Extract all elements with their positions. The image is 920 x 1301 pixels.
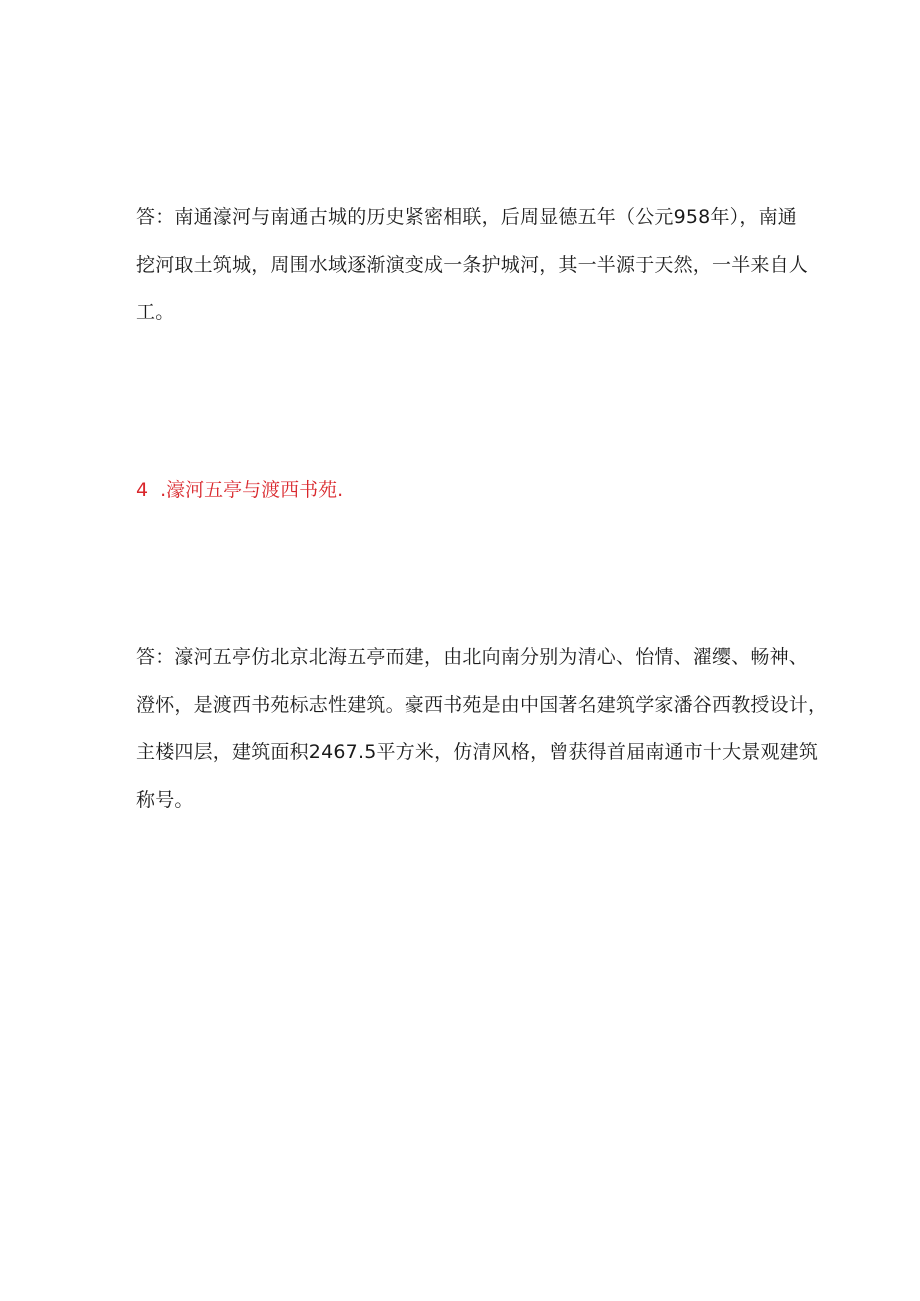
answer-paragraph-1 (136, 194, 809, 337)
answer-2-line: 澄怀，是渡西书苑标志性建筑。豪西书苑是由中国著名建筑学家潘谷西教授设计， (136, 693, 828, 716)
section-title: .濠河五亭与渡西书苑. (160, 479, 344, 501)
section-heading-4 (136, 472, 343, 508)
answer-2-line: 答：濠河五亭仿北京北海五亭而建，由北向南分别为清心、怡情、濯缨、畅神、 (136, 646, 809, 668)
answer-paragraph-2 (136, 634, 828, 824)
answer-1-line: 挖河取土筑城，周围水域逐渐演变成一条护城河，其一半源于天然，一半来自人 (136, 253, 809, 276)
section-number: 4 (136, 479, 149, 501)
answer-1-line: 工。 (136, 301, 175, 323)
answer-2-line: 称号。 (136, 788, 194, 811)
answer-2-line: 主楼四层，建筑面积2467.5平方米，仿清风格，曾获得首届南通市十大景观建筑 (136, 741, 819, 763)
answer-1-line: 答：南通濠河与南通古城的历史紧密相联，后周显德五年（公元958年），南通 (136, 206, 797, 228)
